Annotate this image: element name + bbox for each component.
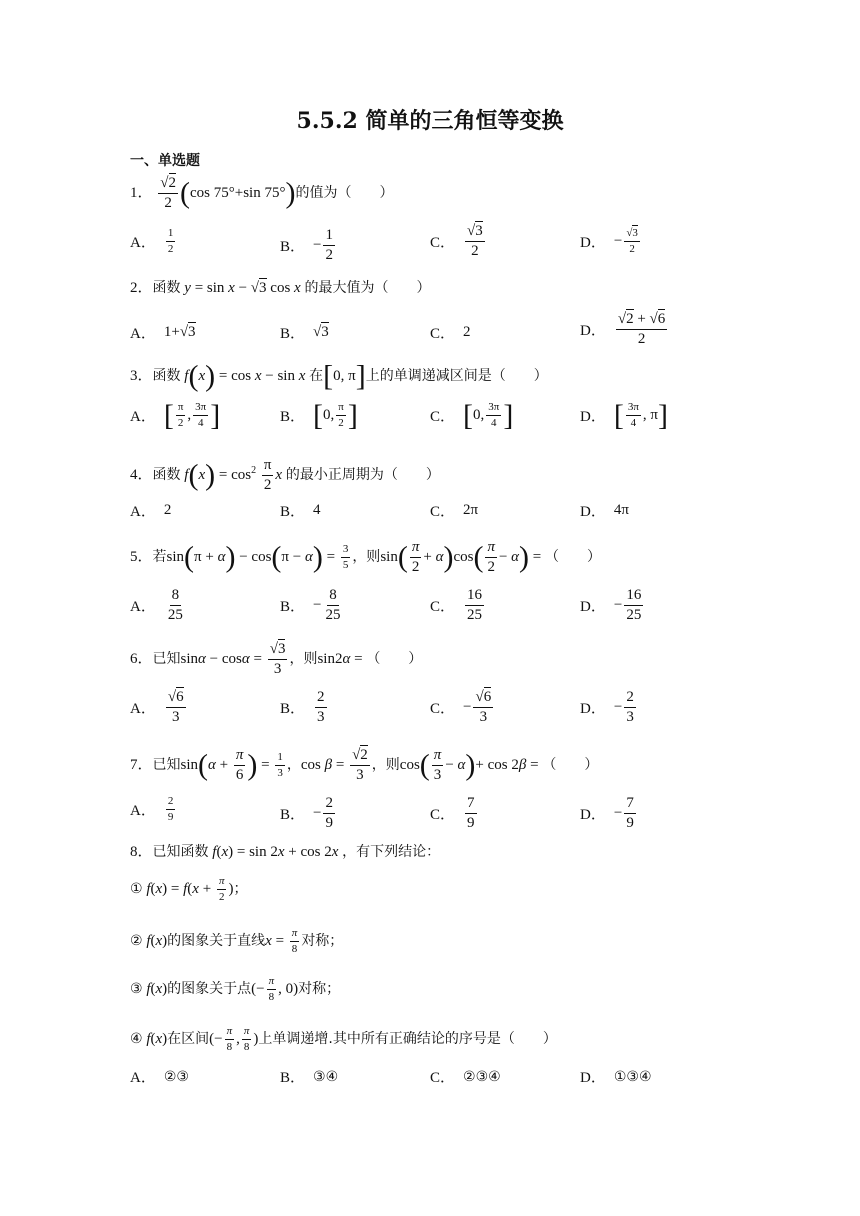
q3-option-a[interactable]: A． [ $\frac{\pi}{2}$ , $\frac{3\pi}{4}$ ] [130,398,221,432]
q1-option-a[interactable]: A． $\frac{1}{2}$ [130,227,174,255]
question-1: 1． $\frac{√2}{2}$ (cos 75°+sin 75°)的值为（ ） [130,175,394,211]
q8-conclusion-3: ③ f(x)的图象关于点(− $\frac{\pi}{8}$ , 0)对称； [130,975,341,1003]
q4-option-c[interactable]: C． 2π [430,502,479,520]
q7-option-b[interactable]: B． − $\frac{2}{9}$ [280,795,333,831]
q2-option-a[interactable]: A． 1+ √3 [130,324,196,342]
q6-option-a[interactable]: A． $\frac{√6}{3}$ [130,689,184,725]
q6-option-c[interactable]: C． − $\frac{√6}{3}$ [430,689,492,725]
section-heading: 一、单选题 [130,153,200,169]
q3-option-c[interactable]: C． [ 0, $\frac{3\pi}{4}$ ] [430,398,514,432]
page-title: 5.5.2 简单的三角恒等变换 [296,108,564,134]
question-2: 2．函数 y = sin x − √3 cos x 的最大值为（ ） [130,280,431,296]
q1-option-b[interactable]: B． − $\frac{1}{2}$ [280,227,333,263]
q5-option-a[interactable]: A． $\frac{8}{25}$ [130,587,183,623]
q7-option-c[interactable]: C． $\frac{7}{9}$ [430,795,475,831]
question-3: 3．函数 f(x) = cos x − sin x 在[0, π]上的单调递减区间是（ ） [130,359,548,393]
q8-option-c[interactable]: C． ②③④ [430,1068,501,1086]
q3-option-b[interactable]: B． [ 0, $\frac{\pi}{2}$ ] [280,398,358,432]
q8-conclusion-4: ④ f(x)在区间(− $\frac{\pi}{8}$ , $\frac{\pi}{8}$ )上单调递增.其中所有正确结论的序号是（ ） [130,1025,557,1053]
q8-option-d[interactable]: D． ①③④ [580,1068,652,1086]
q8-option-b[interactable]: B． ③④ [280,1068,339,1086]
q5-option-c[interactable]: C． $\frac{16}{25}$ [430,587,483,623]
q8-conclusion-2: ② f(x)的图象关于直线x = $\frac{\pi}{8}$ 对称； [130,927,344,955]
question-5: 5．若sin(π + α) − cos(π − α) = $\frac{3}{5}$ ，则sin( $\frac{\pi}{2}$ + α)cos( $\frac{\pi}{2}$ − α) = （ ） [130,539,602,575]
q8-conclusion-1: ① f(x) = f(x + $\frac{\pi}{2}$ )； [130,875,248,903]
q2-option-b[interactable]: B． √3 [280,324,329,342]
question-7: 7．已知sin(α + $\frac{\pi}{6}$ ) = $\frac{1}{3}$ ，cos β = $\frac{√2}{3}$ ，则cos( $\frac{\pi}{3}$ − α)+ cos 2β = （ ） [130,747,599,783]
q6-option-b[interactable]: B． $\frac{2}{3}$ [280,689,325,725]
q2-option-c[interactable]: C． 2 [430,324,471,342]
question-4: 4．函数 $f(x) = \cos^2$ $\frac{\pi}{2}$ x 的最小正周期为（ ） [130,457,440,493]
question-8: 8．已知函数 f(x) = sin 2x + cos 2x ，有下列结论： [130,844,441,860]
q5-option-d[interactable]: D． − $\frac{16}{25}$ [580,587,642,623]
q6-option-d[interactable]: D． − $\frac{2}{3}$ [580,689,634,725]
q7-option-d[interactable]: D． − $\frac{7}{9}$ [580,795,634,831]
q7-option-a[interactable]: A． $\frac{2}{9}$ [130,795,174,823]
q3-option-d[interactable]: D． [ $\frac{3\pi}{4}$ , π ] [580,398,668,432]
q2-option-d[interactable]: D． $\frac{√2 + √6}{2}$ [580,311,666,347]
q8-option-a[interactable]: A． ②③ [130,1068,189,1086]
q5-option-b[interactable]: B． − $\frac{8}{25}$ [280,587,341,623]
q1-option-c[interactable]: C． $\frac{√3}{2}$ [430,223,483,259]
q4-option-a[interactable]: A． 2 [130,502,172,520]
q4-option-d[interactable]: D． 4π [580,502,629,520]
q1-option-d[interactable]: D． − $\frac{√3}{2}$ [580,227,638,255]
question-6: 6．已知sinα − cosα = $\frac{√3}{3}$ ，则sin2α = （ ） [130,641,423,677]
q4-option-b[interactable]: B． 4 [280,502,321,520]
